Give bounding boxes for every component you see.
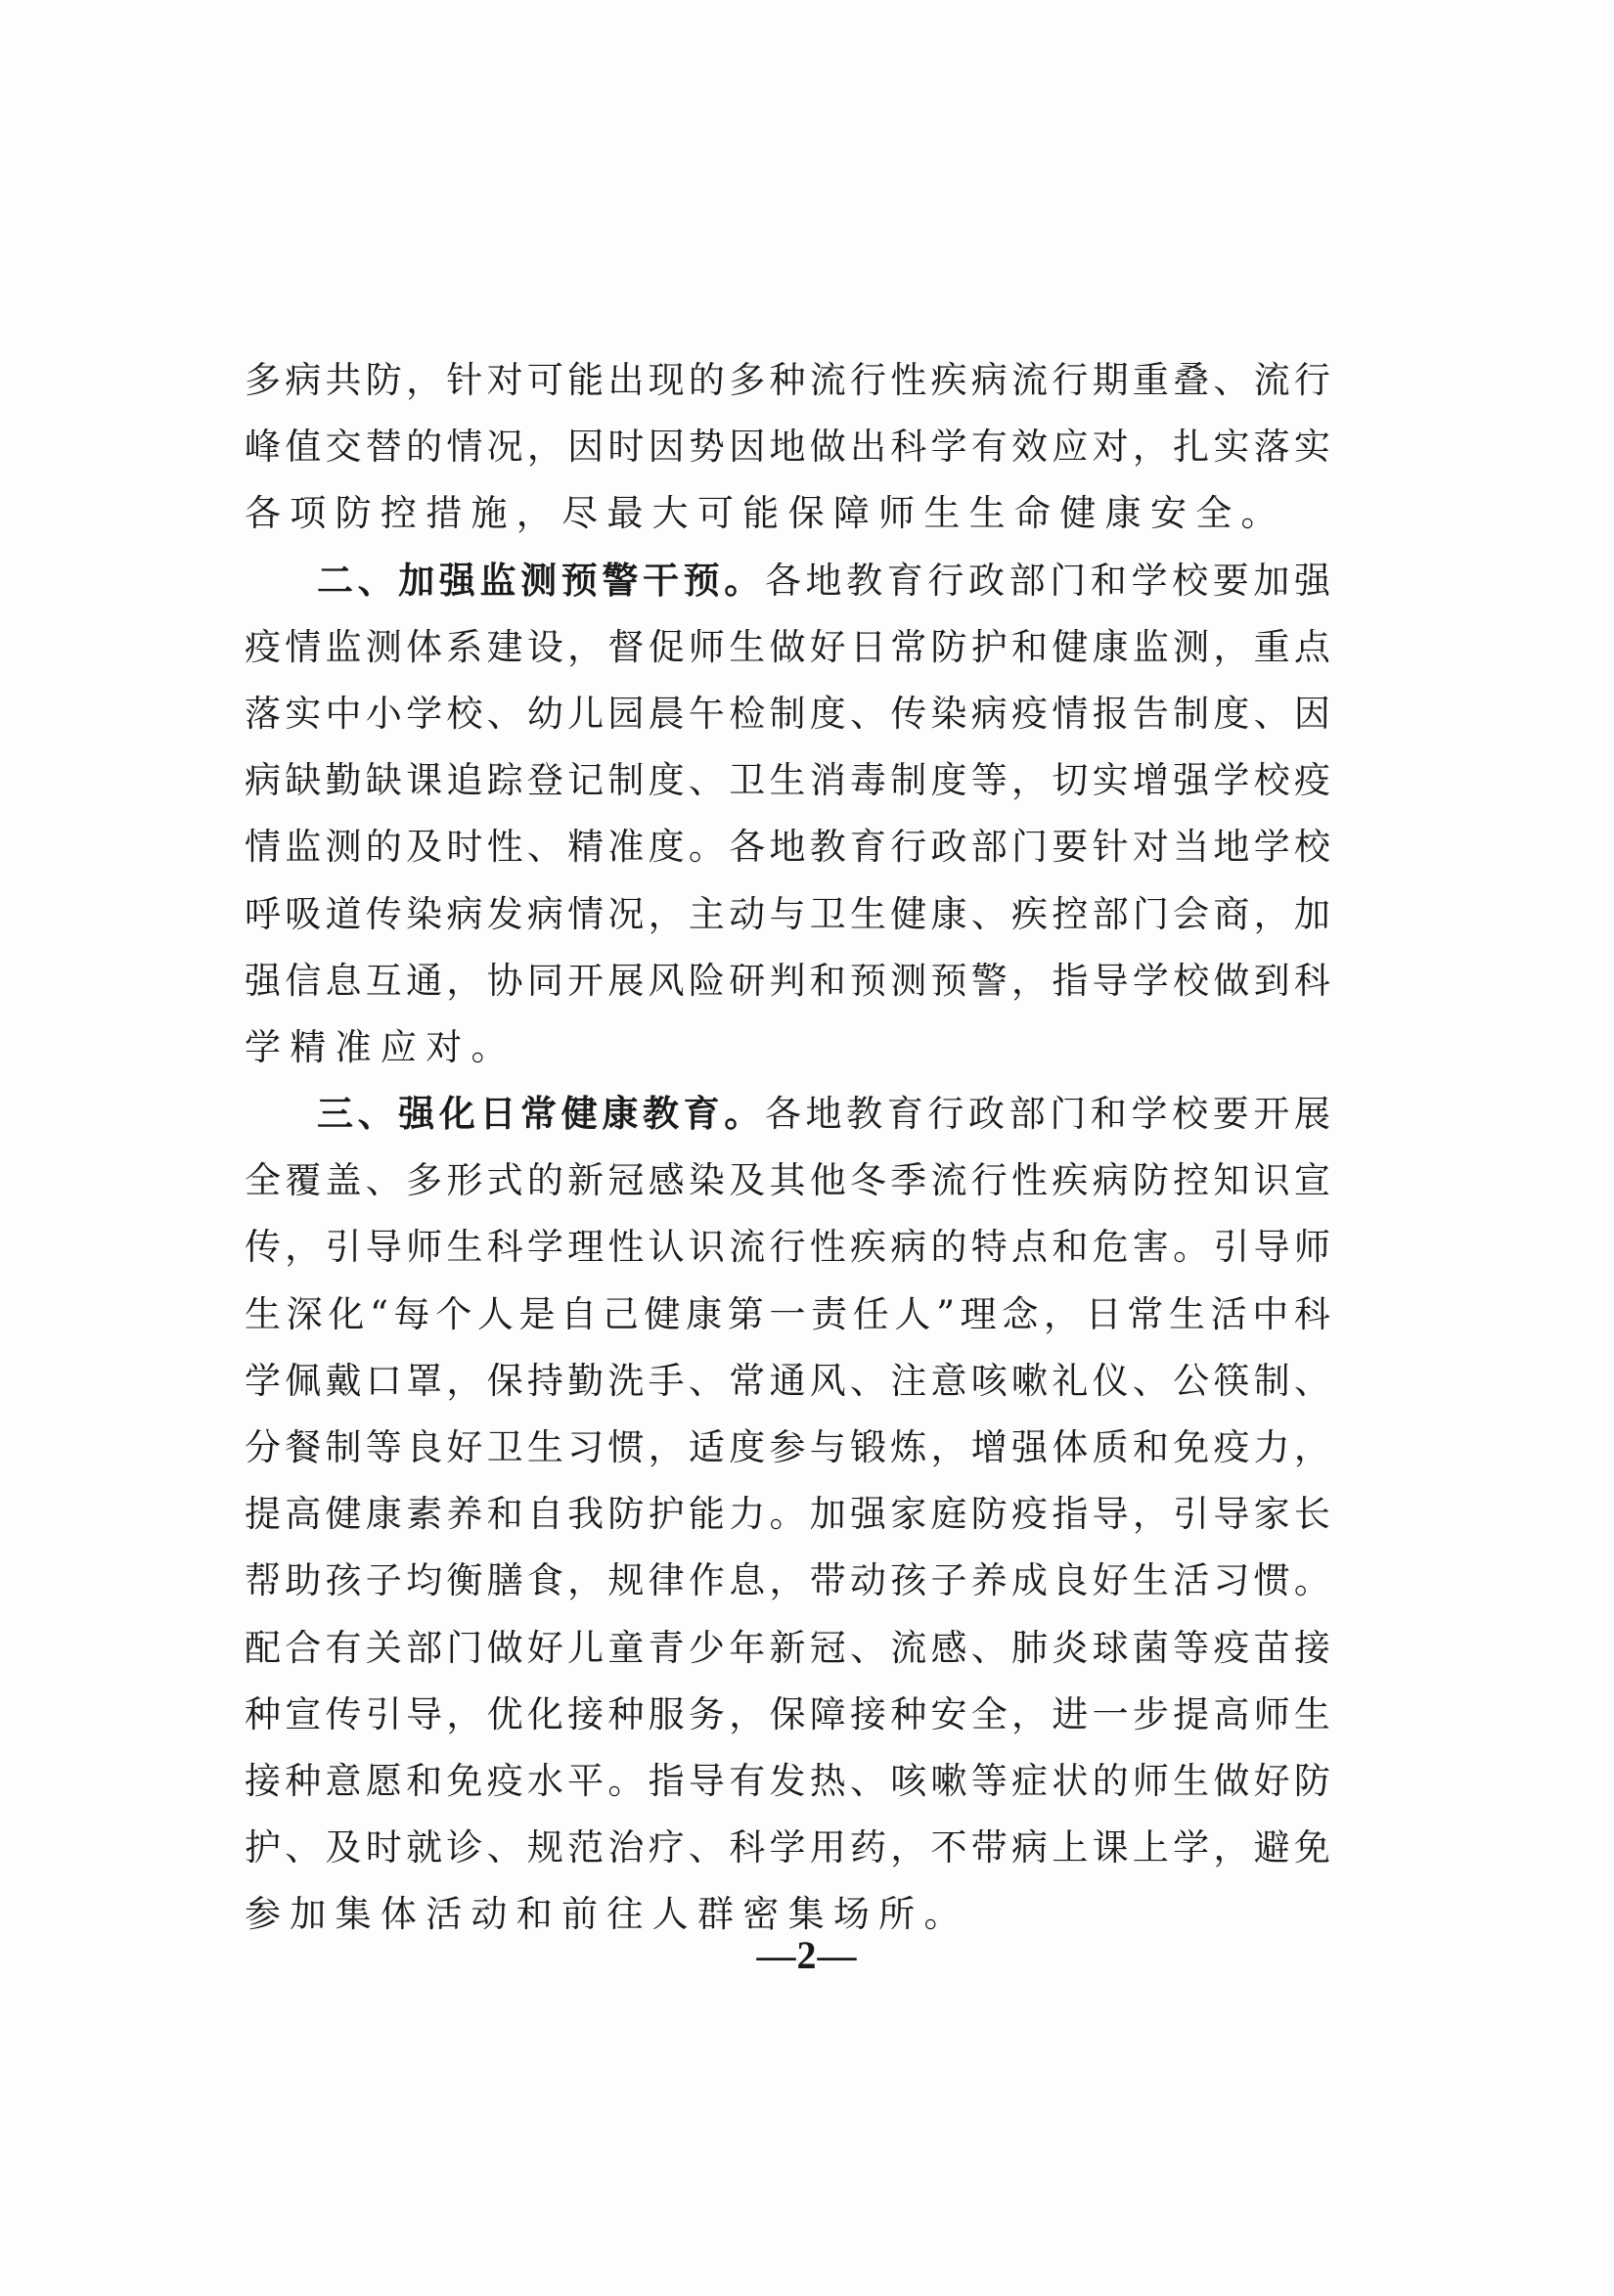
text-line: 参 加 集 体 活 动 和 前 往 人 群 密 集 场 所 。 <box>245 1893 961 1936</box>
text-line: 传 ， 引 导 师 生 科 学 理 性 认 识 流 行 性 疾 病 的 特 点 和 危 害 。 引 导 师 <box>245 1226 1330 1269</box>
text-line: 强 信 息 互 通 ， 协 同 开 展 风 险 研 判 和 预 测 预 警 ， 指 导 学 校 做 到 科 <box>245 959 1330 1002</box>
text-line: 帮 助 孩 子 均 衡 膳 食 ， 规 律 作 息 ， 带 动 孩 子 养 成 良 好 生 活 习 惯 。 <box>245 1559 1330 1602</box>
text-line: 多 病 共 防 ， 针 对 可 能 出 现 的 多 种 流 行 性 疾 病 流 行 期 重 叠 、 流 行 <box>245 359 1330 401</box>
text-line: 学 佩 戴 口 罩 ， 保 持 勤 洗 手 、 常 通 风 、 注 意 咳 嗽 礼 仪 、 公 筷 制 、 <box>245 1359 1330 1402</box>
text-line: 落 实 中 小 学 校 、 幼 儿 园 晨 午 检 制 度 、 传 染 病 疫 情 报 告 制 度 、 因 <box>245 692 1330 735</box>
text-line: 疫 情 监 测 体 系 建 设 ， 督 促 师 生 做 好 日 常 防 护 和 健 康 监 测 ， 重 点 <box>245 625 1330 668</box>
text-line: 全 覆 盖 、 多 形 式 的 新 冠 感 染 及 其 他 冬 季 流 行 性 疾 病 防 控 知 识 宣 <box>245 1159 1330 1202</box>
text-line: 各 项 防 控 措 施 ， 尽 最 大 可 能 保 障 师 生 生 命 健 康 安 全 。 <box>245 492 1278 535</box>
text-line: 配 合 有 关 部 门 做 好 儿 童 青 少 年 新 冠 、 流 感 、 肺 炎 球 菌 等 疫 苗 接 <box>245 1626 1330 1669</box>
text-line: 峰 值 交 替 的 情 况 ， 因 时 因 势 因 地 做 出 科 学 有 效 应 对 ， 扎 实 落 实 <box>245 426 1330 469</box>
text-line: 病 缺 勤 缺 课 追 踪 登 记 制 度 、 卫 生 消 毒 制 度 等 ， 切 实 增 强 学 校 疫 <box>245 759 1330 802</box>
text-line: 生 深 化 “ 每 个 人 是 自 己 健 康 第 一 责 任 人 ” 理 念 ， 日 常 生 活 中 科 <box>245 1292 1330 1335</box>
text-line: 学 精 准 应 对 。 <box>245 1025 508 1068</box>
text-line: 二 、 加 强 监 测 预 警 干 预 。 各 地 教 育 行 政 部 门 和 学 校 要 加 强 <box>317 559 1330 602</box>
text-line: 种 宣 传 引 导 ， 优 化 接 种 服 务 ， 保 障 接 种 安 全 ， 进 一 步 提 高 师 生 <box>245 1692 1330 1735</box>
text-line: 呼 吸 道 传 染 病 发 病 情 况 ， 主 动 与 卫 生 健 康 、 疾 控 部 门 会 商 ， 加 <box>245 892 1330 935</box>
text-line: 分 餐 制 等 良 好 卫 生 习 惯 ， 适 度 参 与 锻 炼 ， 增 强 体 质 和 免 疫 力 ， <box>245 1426 1330 1468</box>
page-number: —2— <box>756 1933 858 1977</box>
text-line: 三 、 强 化 日 常 健 康 教 育 。 各 地 教 育 行 政 部 门 和 学 校 要 开 展 <box>317 1093 1330 1136</box>
text-line: 接 种 意 愿 和 免 疫 水 平 。 指 导 有 发 热 、 咳 嗽 等 症 状 的 师 生 做 好 防 <box>245 1759 1330 1802</box>
text-line: 情 监 测 的 及 时 性 、 精 准 度 。 各 地 教 育 行 政 部 门 要 针 对 当 地 学 校 <box>245 826 1330 869</box>
document-body <box>245 347 1330 1949</box>
text-line: 护 、 及 时 就 诊 、 规 范 治 疗 、 科 学 用 药 ， 不 带 病 上 课 上 学 ， 避 免 <box>245 1826 1330 1869</box>
text-line: 提 高 健 康 素 养 和 自 我 防 护 能 力 。 加 强 家 庭 防 疫 指 导 ， 引 导 家 长 <box>245 1493 1330 1536</box>
